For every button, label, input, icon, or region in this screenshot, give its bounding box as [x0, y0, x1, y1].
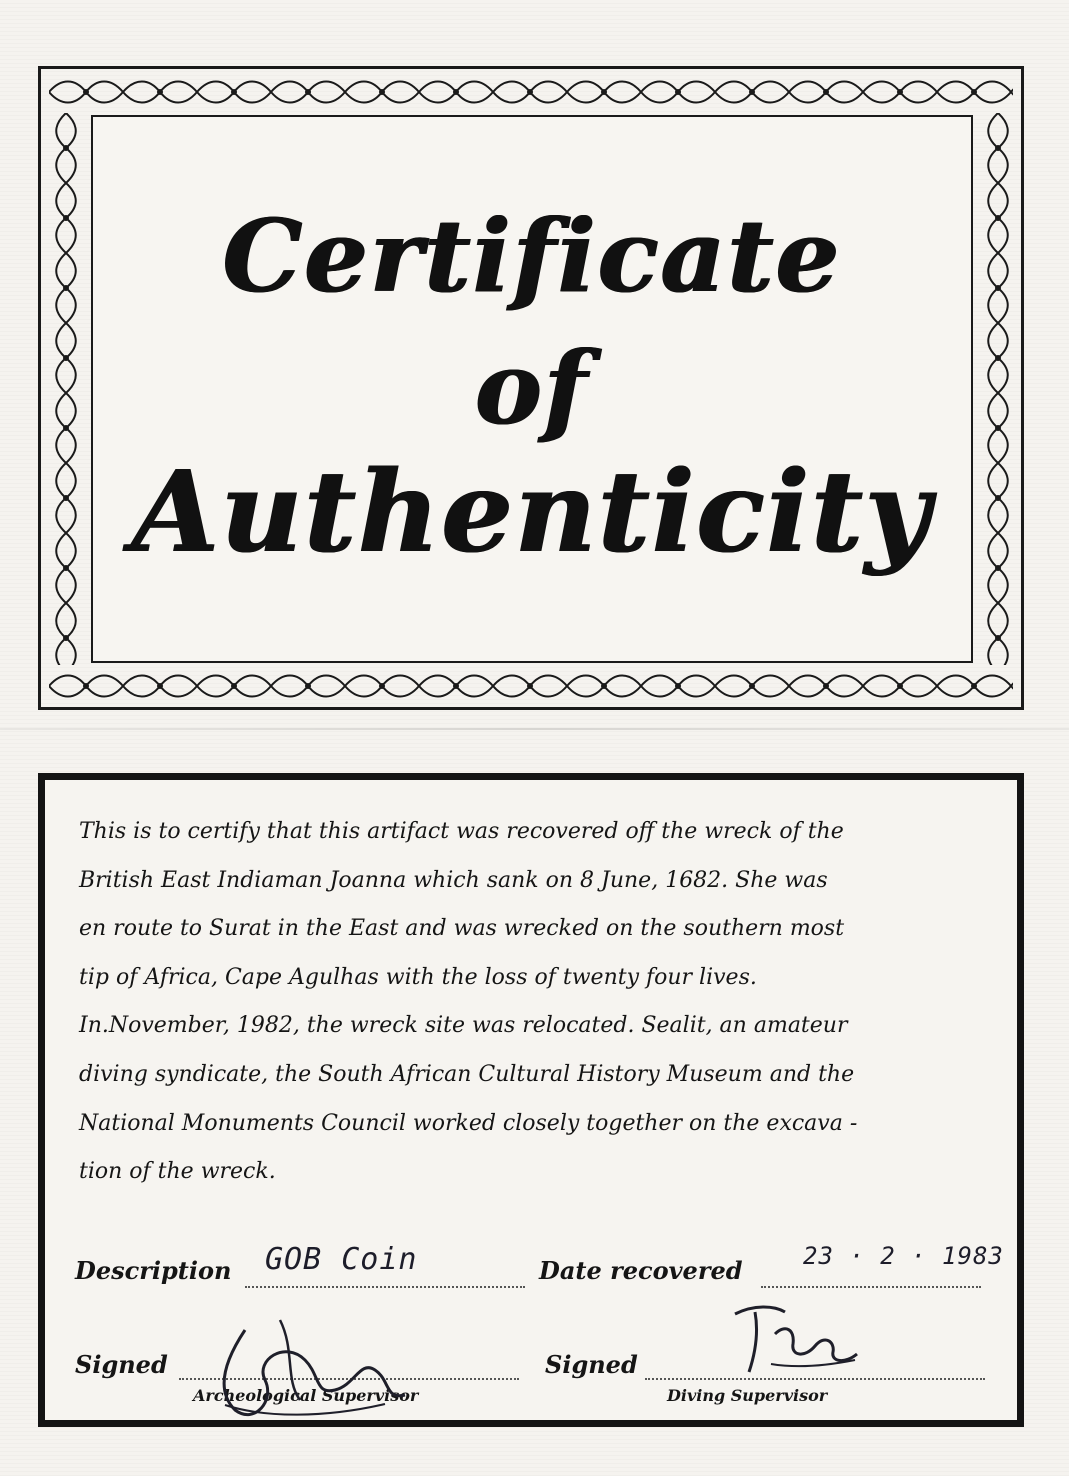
ornamental-frame: [38, 66, 1024, 710]
ornament-knot: [305, 89, 311, 95]
signed-label-right: Signed: [545, 1350, 638, 1379]
ornament-knot: [63, 635, 69, 641]
ornament-knot: [995, 425, 1001, 431]
ornament-band-right: [979, 113, 1017, 665]
title-panel: [91, 115, 973, 663]
ornament-knot: [527, 683, 533, 689]
ornament-knot: [83, 683, 89, 689]
ornament-scroll: [988, 603, 1008, 665]
ornament-band-top: [49, 73, 1013, 111]
description-label: Description: [75, 1256, 232, 1285]
title-line-of: of: [475, 329, 589, 447]
ornament-knot: [995, 215, 1001, 221]
ornament-knot: [63, 425, 69, 431]
ornament-knot: [379, 683, 385, 689]
ornament-knot: [749, 683, 755, 689]
ornament-knot: [995, 355, 1001, 361]
ornament-knot: [749, 89, 755, 95]
ornament-band-left: [47, 113, 85, 665]
date-recovered-value: 23 · 2 · 1983: [803, 1242, 1004, 1270]
certificate-title: [93, 117, 971, 661]
ornament-knot: [63, 145, 69, 151]
statement-line: diving syndicate, the South African Cultural History Museum and the: [79, 1061, 855, 1087]
ornament-scroll: [56, 603, 76, 665]
ornament-knot: [231, 683, 237, 689]
ornament-knot: [823, 683, 829, 689]
ornament-scroll: [1011, 676, 1013, 697]
date-recovered-dotted-line: [761, 1286, 981, 1288]
signed-label-left: Signed: [75, 1350, 168, 1379]
statement-line: tion of the wreck.: [79, 1159, 276, 1185]
ornament-knot: [995, 565, 1001, 571]
statement-line: British East Indiaman Joanna which sank on 8 June, 1682. She was: [79, 867, 828, 893]
ornament-knot: [63, 285, 69, 291]
ornament-knot: [83, 89, 89, 95]
ornament-knot: [971, 89, 977, 95]
diving-supervisor-signature: [715, 1294, 875, 1384]
ornament-knot: [995, 635, 1001, 641]
ornament-knot: [231, 89, 237, 95]
title-line-certificate: Certificate: [222, 197, 842, 315]
ornament-knot: [63, 495, 69, 501]
ornament-knot: [63, 355, 69, 361]
ornament-knot: [453, 89, 459, 95]
description-value: GOB Coin: [265, 1242, 418, 1277]
ornament-knot: [823, 89, 829, 95]
archeological-supervisor-signature: [185, 1300, 425, 1430]
ornament-knot: [379, 89, 385, 95]
ornament-knot: [995, 495, 1001, 501]
title-line-authenticity: Authenticity: [131, 447, 932, 578]
date-recovered-label: Date recovered: [539, 1256, 743, 1285]
ornament-band-bottom: [49, 667, 1013, 705]
certificate-statement-box: [38, 773, 1024, 1427]
ornament-knot: [453, 683, 459, 689]
ornament-knot: [157, 89, 163, 95]
ornament-knot: [675, 89, 681, 95]
ornament-knot: [897, 683, 903, 689]
ornament-knot: [995, 145, 1001, 151]
diving-supervisor-label: Diving Supervisor: [667, 1386, 828, 1405]
statement-line: This is to certify that this artifact was recovered off the wreck of the: [79, 819, 844, 844]
ornament-knot: [527, 89, 533, 95]
statement-line: National Monuments Council worked closely together on the excava -: [79, 1110, 858, 1136]
statement-line: In.November, 1982, the wreck site was relocated. Sealit, an amateur: [79, 1013, 848, 1039]
certificate-statement: [79, 808, 997, 1197]
statement-line: en route to Surat in the East and was wrecked on the southern most: [79, 916, 845, 942]
archeological-supervisor-label: Archeological Supervisor: [193, 1386, 419, 1405]
ornament-knot: [971, 683, 977, 689]
ornament-knot: [157, 683, 163, 689]
ornament-knot: [63, 565, 69, 571]
ornament-knot: [305, 683, 311, 689]
ornament-knot: [995, 285, 1001, 291]
ornament-knot: [897, 89, 903, 95]
ornament-knot: [63, 215, 69, 221]
statement-line: tip of Africa, Cape Agulhas with the loss of twenty four lives.: [79, 964, 757, 990]
ornament-knot: [601, 89, 607, 95]
ornament-knot: [601, 683, 607, 689]
description-dotted-line: [245, 1286, 525, 1288]
ornament-scroll: [1011, 82, 1013, 103]
ornament-knot: [675, 683, 681, 689]
fold-line: [0, 728, 1069, 730]
